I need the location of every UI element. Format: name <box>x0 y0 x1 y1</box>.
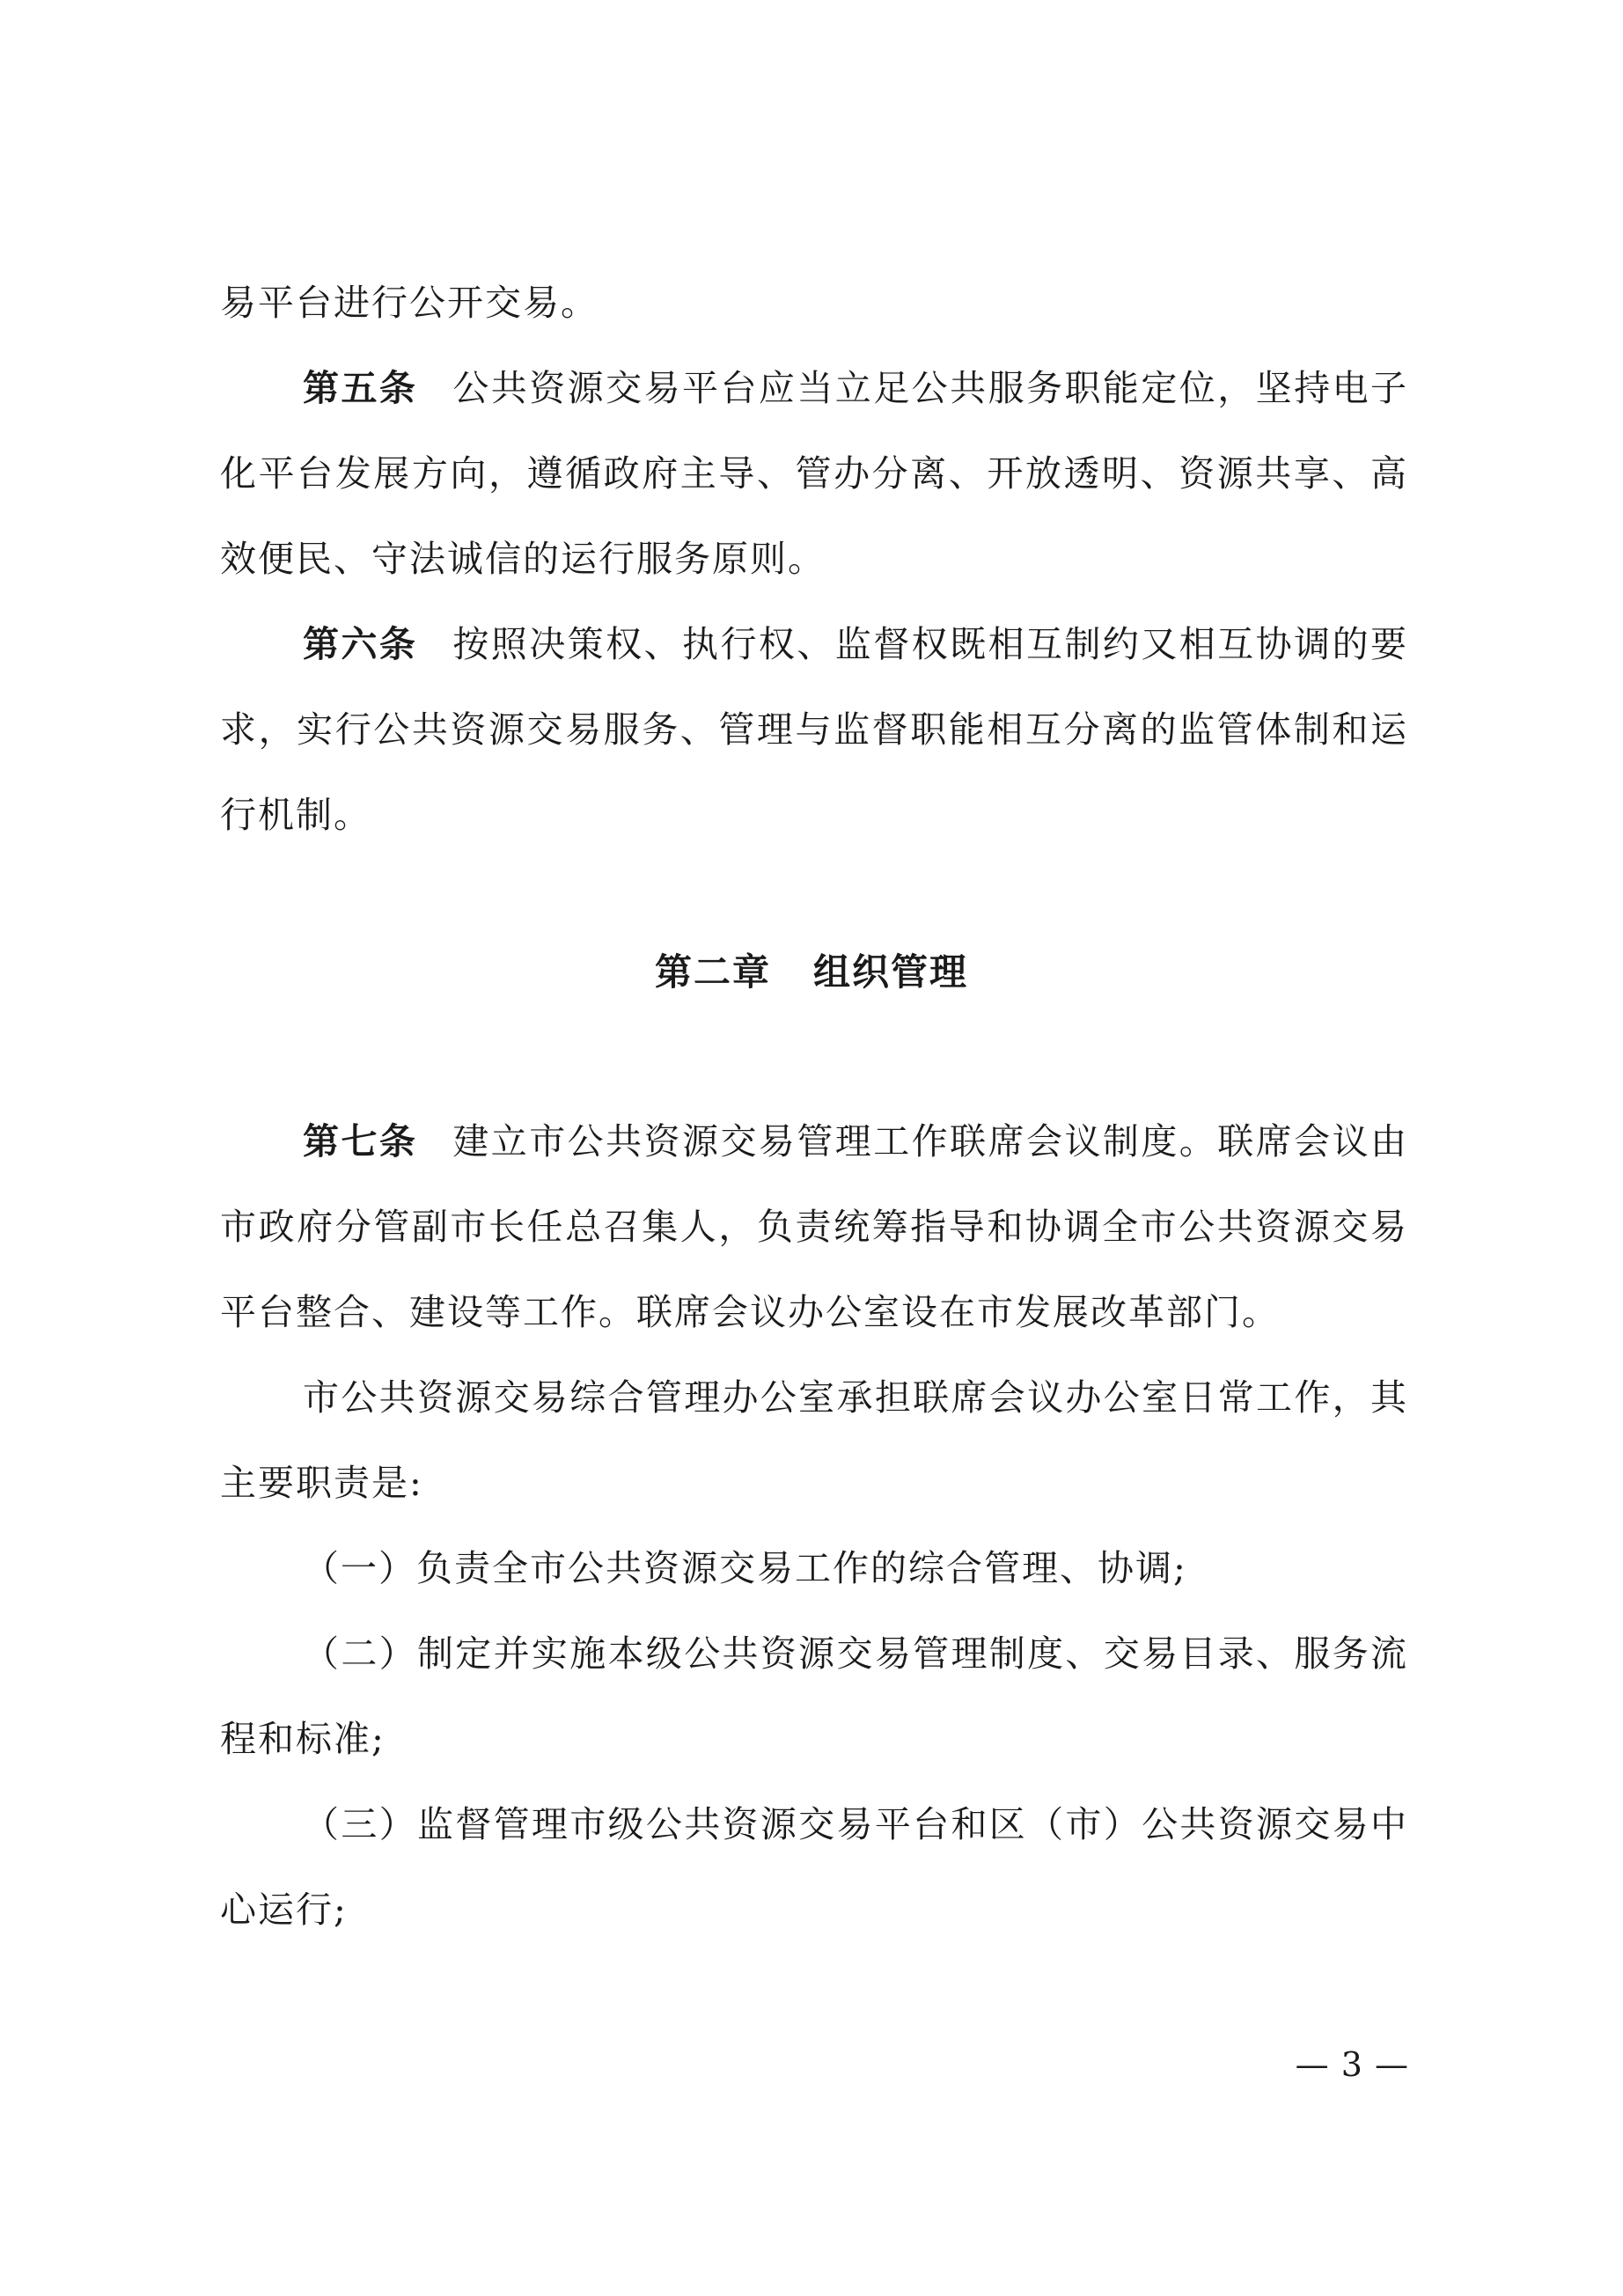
article-7-label: 第七条 <box>303 1120 418 1163</box>
duty-item-1: （一）负责全市公共资源交易工作的综合管理、协调; <box>303 1547 1187 1589</box>
article-6-paragraph <box>220 602 1408 858</box>
article-6-text: 按照决策权、执行权、监督权既相互制约又相互协调的要求，实行公共资源交易服务、管理与监督职能相互分离的监管体制和运行机制。 <box>220 623 1409 836</box>
chapter-title: 组织管理 <box>813 950 969 994</box>
section-two <box>220 1099 1408 1953</box>
article-5-paragraph <box>220 346 1408 602</box>
duty-item-3: （三）监督管理市级公共资源交易平台和区（市）公共资源交易中心运行; <box>220 1803 1408 1931</box>
section-one <box>220 260 1408 858</box>
office-intro-paragraph: 市公共资源交易综合管理办公室承担联席会议办公室日常工作，其主要职责是: <box>220 1376 1408 1504</box>
article-5-text: 公共资源交易平台应当立足公共服务职能定位，坚持电子化平台发展方向，遵循政府主导、管办分离、开放透明、资源共享、高效便民、守法诚信的运行服务原则。 <box>220 367 1409 580</box>
chapter-number: 第二章 <box>654 950 771 994</box>
article-5-label: 第五条 <box>303 367 418 409</box>
article-7-text: 建立市公共资源交易管理工作联席会议制度。联席会议由市政府分管副市长任总召集人，负责统筹指导和协调全市公共资源交易平台整合、建设等工作。联席会议办公室设在市发展改革部门。 <box>220 1120 1409 1333</box>
article-6-label: 第六条 <box>303 623 418 665</box>
chapter-heading <box>0 942 1623 1003</box>
duty-item-2: （二）制定并实施本级公共资源交易管理制度、交易目录、服务流程和标准; <box>220 1632 1408 1760</box>
continuation-paragraph: 易平台进行公开交易。 <box>220 282 599 324</box>
article-7-paragraph <box>220 1099 1408 1355</box>
page-number: — 3 — <box>1295 2045 1409 2084</box>
